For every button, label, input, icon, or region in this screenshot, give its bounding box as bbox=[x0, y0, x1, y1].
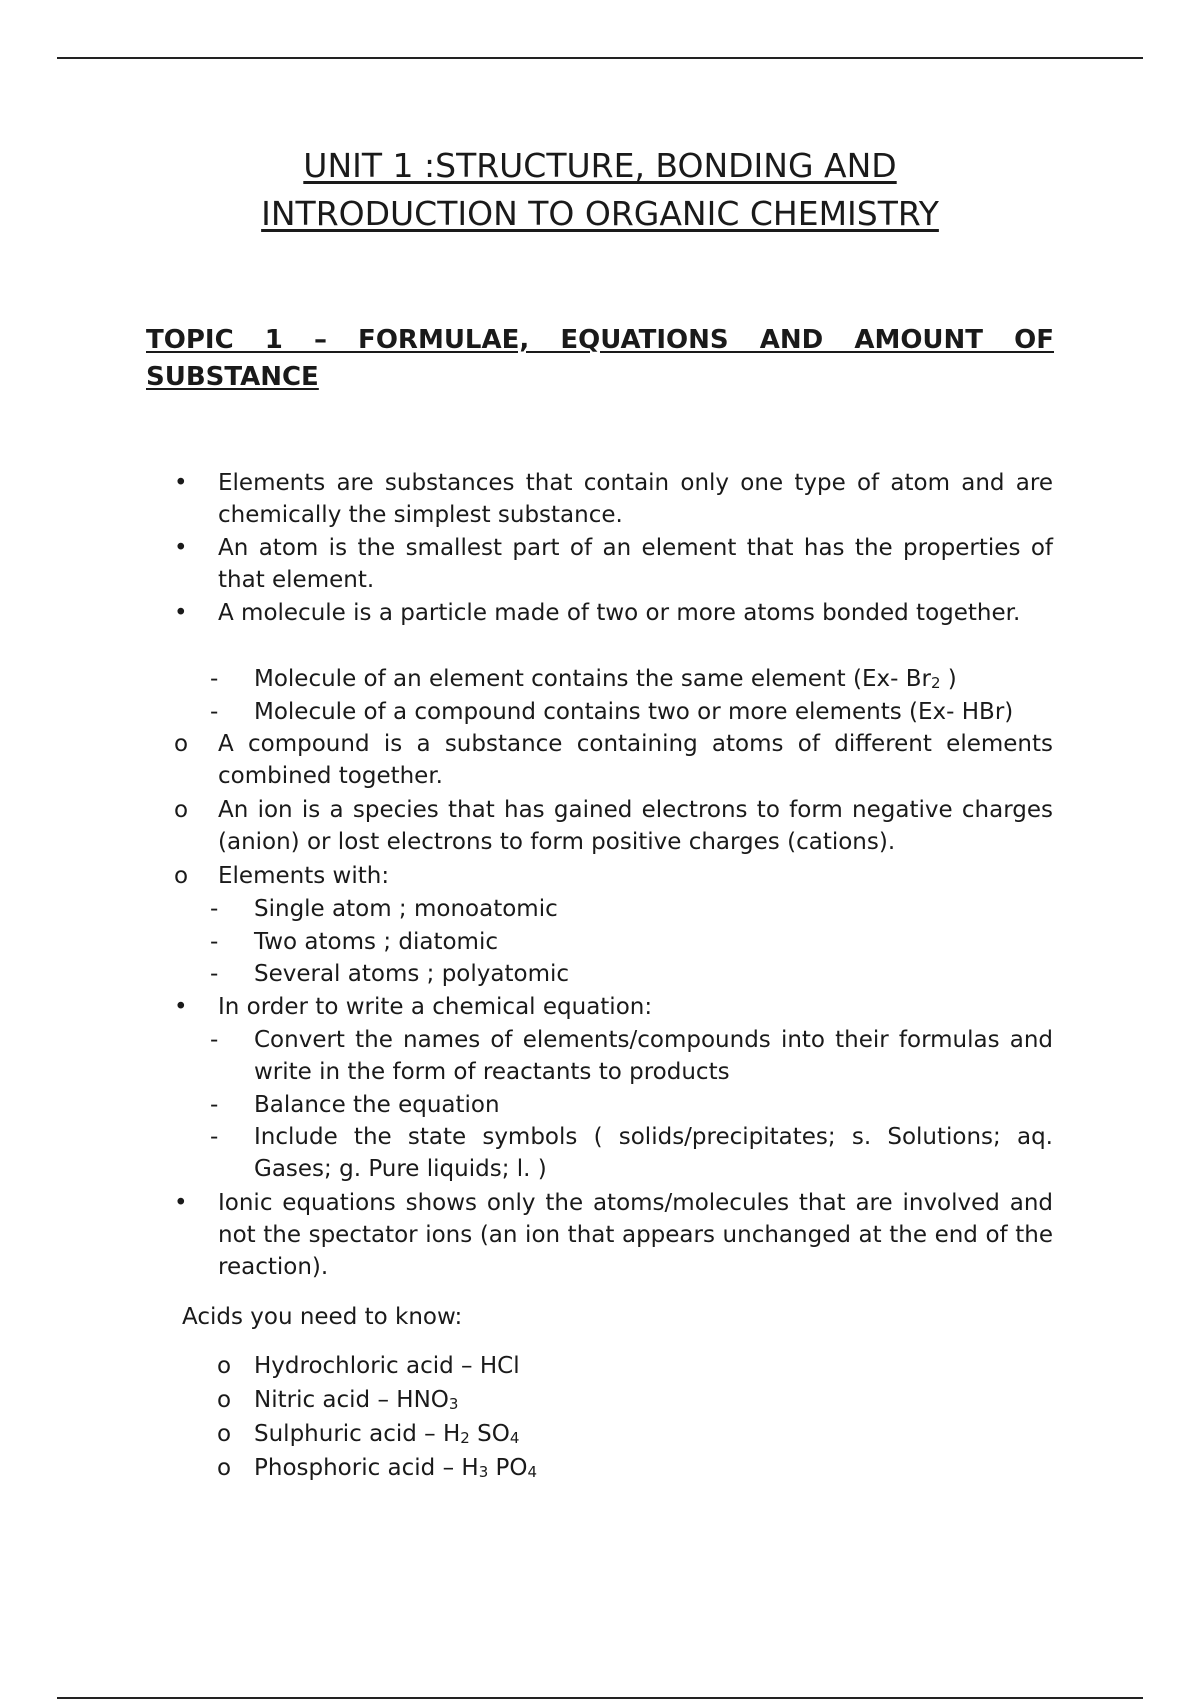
dash-marker: - bbox=[210, 929, 219, 955]
unit-title-line1: UNIT 1 :STRUCTURE, BONDING AND bbox=[303, 146, 897, 185]
list-item-text: Single atom ; monoatomic bbox=[254, 896, 558, 922]
top-rule bbox=[57, 57, 1143, 59]
dash-marker: - bbox=[210, 961, 219, 987]
subscript: 4 bbox=[509, 1429, 520, 1447]
acid-item bbox=[216, 1384, 459, 1420]
circle-marker: o bbox=[174, 797, 189, 823]
sub-list-item bbox=[210, 1089, 1053, 1121]
list-item-text: Ionic equations shows only the atoms/molecules that are involved and not the spectator ions (an ion that appears unchanged at the end of the reaction). bbox=[218, 1190, 1053, 1280]
unit-title-line2: INTRODUCTION TO ORGANIC CHEMISTRY bbox=[261, 194, 939, 233]
list-item-text: An ion is a species that has gained electrons to form negative charges (anion) or lost electrons to form positive charges (cations). bbox=[218, 797, 1053, 855]
sub-list-item bbox=[210, 958, 1053, 990]
list-item-text: Include the state symbols ( solids/precipitates; s. Solutions; aq. Gases; g. Pure liquids; l. ) bbox=[254, 1124, 1053, 1182]
unit-title bbox=[0, 142, 1200, 238]
list-item-text: Two atoms ; diatomic bbox=[254, 929, 498, 955]
list-item bbox=[174, 467, 1053, 531]
list-item-text: Molecule of an element contains the same element (Ex- Br bbox=[254, 666, 931, 692]
sub-list-item bbox=[210, 1121, 1053, 1185]
list-item-text: In order to write a chemical equation: bbox=[218, 994, 653, 1020]
list-item-text: An atom is the smallest part of an element that has the properties of that element. bbox=[218, 535, 1053, 593]
circle-marker: o bbox=[174, 731, 189, 757]
list-item-text: Elements are substances that contain only one type of atom and are chemically the simplest substance. bbox=[218, 470, 1053, 528]
bottom-rule bbox=[57, 1697, 1143, 1699]
sub-list-item bbox=[210, 663, 1053, 699]
acids-heading bbox=[182, 1301, 1052, 1333]
acid-text: SO bbox=[469, 1421, 510, 1447]
acid-text: Phosphoric acid – H bbox=[254, 1455, 479, 1481]
bullet-marker: • bbox=[174, 535, 188, 561]
dash-marker: - bbox=[210, 896, 219, 922]
acids-heading-text: Acids you need to know: bbox=[182, 1304, 463, 1330]
list-item-text: Balance the equation bbox=[254, 1092, 500, 1118]
sub-list-item bbox=[210, 696, 1053, 728]
acid-item bbox=[216, 1452, 538, 1488]
dash-marker: - bbox=[210, 666, 219, 692]
acid-text: PO bbox=[488, 1455, 528, 1481]
subscript: 2 bbox=[460, 1429, 470, 1447]
list-item bbox=[174, 1187, 1053, 1283]
bullet-marker: • bbox=[174, 1190, 188, 1216]
bullet-marker: • bbox=[174, 994, 188, 1020]
list-item-text: Molecule of a compound contains two or more elements (Ex- HBr) bbox=[254, 699, 1014, 725]
circle-marker: o bbox=[174, 863, 189, 889]
list-item-text: ) bbox=[940, 666, 957, 692]
dash-marker: - bbox=[210, 699, 219, 725]
topic-heading bbox=[146, 322, 1054, 396]
subscript: 3 bbox=[478, 1463, 489, 1481]
dash-marker: - bbox=[210, 1027, 219, 1053]
subscript: 2 bbox=[930, 674, 941, 692]
list-item-text: A compound is a substance containing atoms of different elements combined together. bbox=[218, 731, 1053, 789]
sub-list-item bbox=[210, 893, 1053, 925]
sub-list-item bbox=[210, 926, 1053, 958]
circle-marker: o bbox=[216, 1455, 232, 1481]
acid-text: Hydrochloric acid – HCl bbox=[254, 1353, 520, 1379]
dash-marker: - bbox=[210, 1124, 219, 1150]
acid-text: Nitric acid – HNO bbox=[254, 1387, 449, 1413]
list-item-text: Convert the names of elements/compounds into their formulas and write in the form of reactants to products bbox=[254, 1027, 1053, 1085]
subscript: 3 bbox=[448, 1395, 459, 1413]
acid-item bbox=[216, 1418, 520, 1454]
list-item bbox=[174, 532, 1053, 596]
bullet-marker: • bbox=[174, 600, 188, 626]
list-item bbox=[174, 728, 1053, 792]
bullet-marker: • bbox=[174, 470, 188, 496]
list-item bbox=[174, 794, 1053, 858]
acid-item bbox=[216, 1350, 520, 1382]
subscript: 4 bbox=[527, 1463, 538, 1481]
topic-heading-text: TOPIC 1 – FORMULAE, EQUATIONS AND AMOUNT OF SUBSTANCE bbox=[146, 325, 1054, 392]
acid-text: Sulphuric acid – H bbox=[254, 1421, 461, 1447]
sub-list-item bbox=[210, 1024, 1053, 1088]
circle-marker: o bbox=[216, 1387, 232, 1413]
dash-marker: - bbox=[210, 1092, 219, 1118]
circle-marker: o bbox=[216, 1353, 232, 1379]
list-item-text: Elements with: bbox=[218, 863, 390, 889]
list-item bbox=[174, 860, 1053, 892]
list-item bbox=[174, 597, 1053, 629]
list-item-text: A molecule is a particle made of two or more atoms bonded together. bbox=[218, 600, 1021, 626]
list-item-text: Several atoms ; polyatomic bbox=[254, 961, 570, 987]
circle-marker: o bbox=[216, 1421, 232, 1447]
list-item bbox=[174, 991, 1053, 1023]
